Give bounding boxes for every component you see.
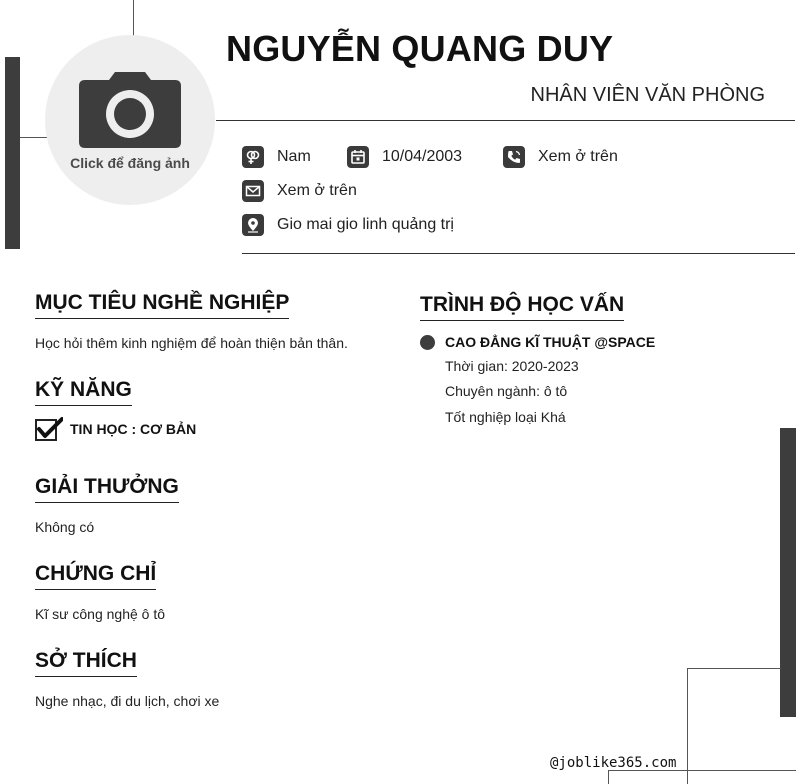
checkbox-checked-icon	[35, 417, 63, 441]
corner-frame	[687, 668, 781, 784]
gender-icon	[242, 146, 264, 168]
hobbies-text[interactable]: Nghe nhạc, đi du lịch, chơi xe	[35, 693, 220, 709]
left-accent-bar	[5, 57, 20, 249]
top-divider-line	[133, 0, 134, 36]
phone-icon	[503, 146, 525, 168]
location-pin-icon	[242, 214, 264, 236]
job-title[interactable]: NHÂN VIÊN VĂN PHÒNG	[530, 84, 765, 106]
birthday-value: 10/04/2003	[382, 148, 463, 165]
info-divider	[242, 253, 795, 254]
email-value: Xem ở trên	[277, 182, 357, 199]
info-phone[interactable]	[503, 146, 618, 168]
hobbies-title[interactable]: SỞ THÍCH	[35, 649, 137, 677]
left-divider-line	[20, 137, 48, 138]
education-major[interactable]: Chuyên ngành: ô tô	[445, 383, 568, 399]
gender-value: Nam	[277, 148, 311, 165]
right-accent-bar	[780, 428, 796, 717]
certificates-title[interactable]: CHỨNG CHỈ	[35, 562, 156, 590]
calendar-icon	[347, 146, 369, 168]
avatar-caption: Click để đăng ảnh	[70, 155, 190, 171]
certificates-text[interactable]: Kĩ sư công nghệ ô tô	[35, 606, 166, 622]
education-period[interactable]: Thời gian: 2020-2023	[445, 358, 579, 374]
phone-value: Xem ở trên	[538, 148, 618, 165]
candidate-name[interactable]: NGUYỄN QUANG DUY	[226, 28, 614, 69]
info-address[interactable]	[242, 214, 454, 236]
avatar-upload[interactable]	[45, 35, 215, 205]
education-school[interactable]: CAO ĐẲNG KĨ THUẬT @SPACE	[445, 334, 656, 350]
info-gender[interactable]	[242, 146, 311, 168]
camera-icon	[79, 72, 181, 148]
info-birthday[interactable]	[347, 146, 462, 168]
watermark: @joblike365.com	[550, 755, 677, 771]
awards-text[interactable]: Không có	[35, 519, 95, 535]
corner-frame-bottom	[608, 770, 796, 784]
education-grade[interactable]: Tốt nghiệp loại Khá	[445, 409, 566, 425]
envelope-icon	[242, 180, 264, 202]
skill-label: TIN HỌC : CƠ BẢN	[70, 421, 197, 437]
education-title[interactable]: TRÌNH ĐỘ HỌC VẤN	[420, 293, 624, 321]
info-email[interactable]	[242, 180, 357, 202]
skill-item[interactable]	[35, 417, 196, 441]
header-divider	[216, 120, 795, 121]
address-value: Gio mai gio linh quảng trị	[277, 216, 454, 233]
skills-title[interactable]: KỸ NĂNG	[35, 378, 132, 406]
objective-title[interactable]: MỤC TIÊU NGHỀ NGHIỆP	[35, 291, 289, 319]
objective-text[interactable]: Học hỏi thêm kinh nghiệm để hoàn thiện bản thân.	[35, 335, 348, 351]
education-bullet	[420, 335, 435, 350]
awards-title[interactable]: GIẢI THƯỞNG	[35, 475, 179, 503]
